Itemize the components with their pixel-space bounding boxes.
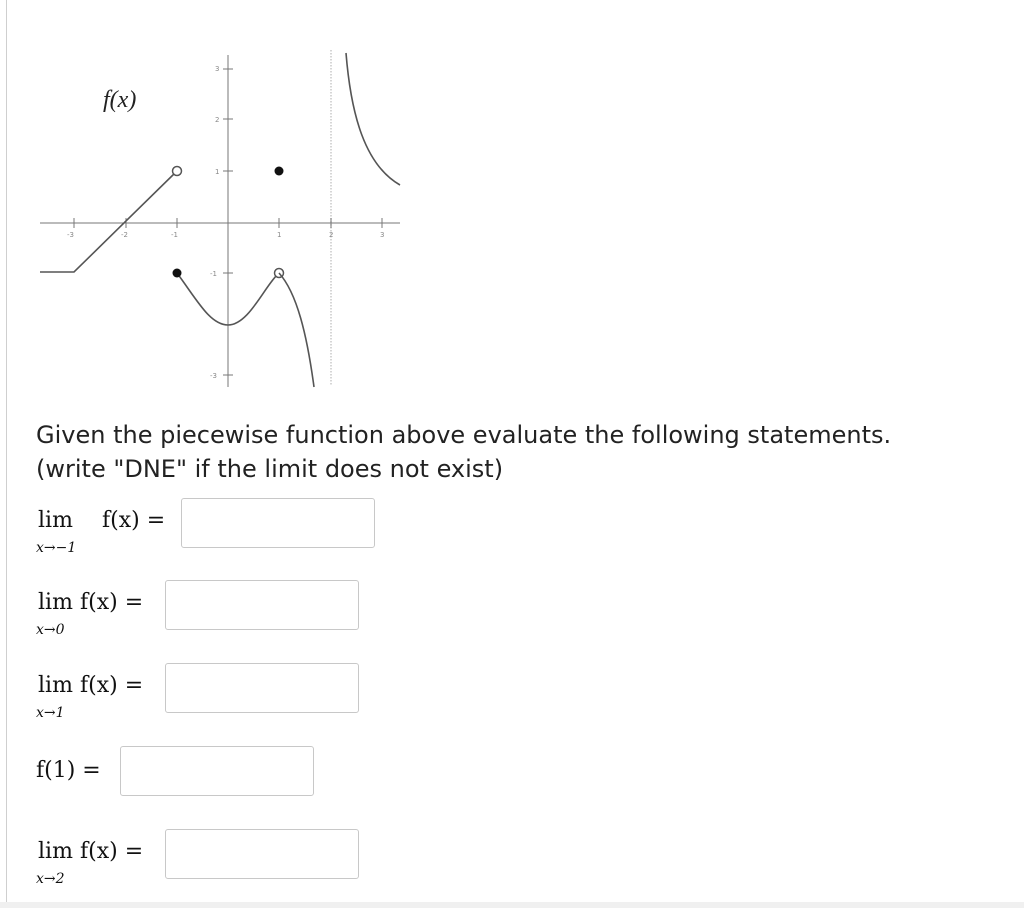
lim-word: lim bbox=[38, 839, 73, 864]
question-row bbox=[36, 829, 376, 889]
y-tick-label: 1 bbox=[215, 168, 220, 176]
prompt-text bbox=[36, 418, 891, 486]
question-row bbox=[36, 663, 376, 723]
x-tick-label: -1 bbox=[171, 231, 178, 239]
y-tick-label: 3 bbox=[215, 65, 220, 73]
x-tick-label: -2 bbox=[121, 231, 128, 239]
answer-input[interactable] bbox=[165, 663, 359, 713]
right-branch-curve bbox=[346, 53, 400, 185]
lim-word: lim bbox=[38, 673, 73, 698]
answer-input[interactable] bbox=[165, 829, 359, 879]
expression: f(x) = bbox=[80, 590, 144, 615]
left-linear-segment bbox=[40, 171, 177, 272]
x-tick-label: 2 bbox=[329, 231, 334, 239]
y-tick-label: 2 bbox=[215, 116, 220, 124]
question-row bbox=[36, 498, 396, 558]
left-border bbox=[6, 0, 7, 908]
expression: f(x) = bbox=[80, 839, 144, 864]
isolated-point bbox=[275, 167, 284, 176]
lim-subscript: x→−1 bbox=[36, 540, 77, 556]
x-tick-label: -3 bbox=[67, 231, 74, 239]
answer-input[interactable] bbox=[181, 498, 375, 548]
y-tick-label: -3 bbox=[210, 372, 217, 380]
lim-subscript: x→0 bbox=[36, 622, 65, 638]
function-label: f(x) bbox=[103, 87, 137, 113]
question-row bbox=[36, 746, 336, 806]
x-tick-label: 1 bbox=[277, 231, 282, 239]
expression: f(x) = bbox=[80, 673, 144, 698]
answer-input[interactable] bbox=[120, 746, 314, 796]
question-row bbox=[36, 580, 376, 640]
function-graph bbox=[35, 45, 415, 390]
answer-input[interactable] bbox=[165, 580, 359, 630]
x-tick-label: 3 bbox=[380, 231, 385, 239]
open-point bbox=[173, 167, 182, 176]
closed-point bbox=[173, 269, 182, 278]
lim-subscript: x→2 bbox=[36, 871, 65, 887]
prompt-line-2: (write "DNE" if the limit does not exist) bbox=[36, 455, 504, 483]
y-tick-label: -1 bbox=[210, 270, 217, 278]
bottom-bar bbox=[0, 902, 1024, 908]
expression: f(1) = bbox=[36, 758, 101, 783]
lim-word: lim bbox=[38, 508, 73, 533]
prompt-line-1: Given the piecewise function above evaluate the following statements. bbox=[36, 421, 892, 449]
lim-subscript: x→1 bbox=[36, 705, 65, 721]
lim-word: lim bbox=[38, 590, 73, 615]
expression: f(x) = bbox=[102, 508, 166, 533]
descending-curve bbox=[279, 273, 314, 387]
